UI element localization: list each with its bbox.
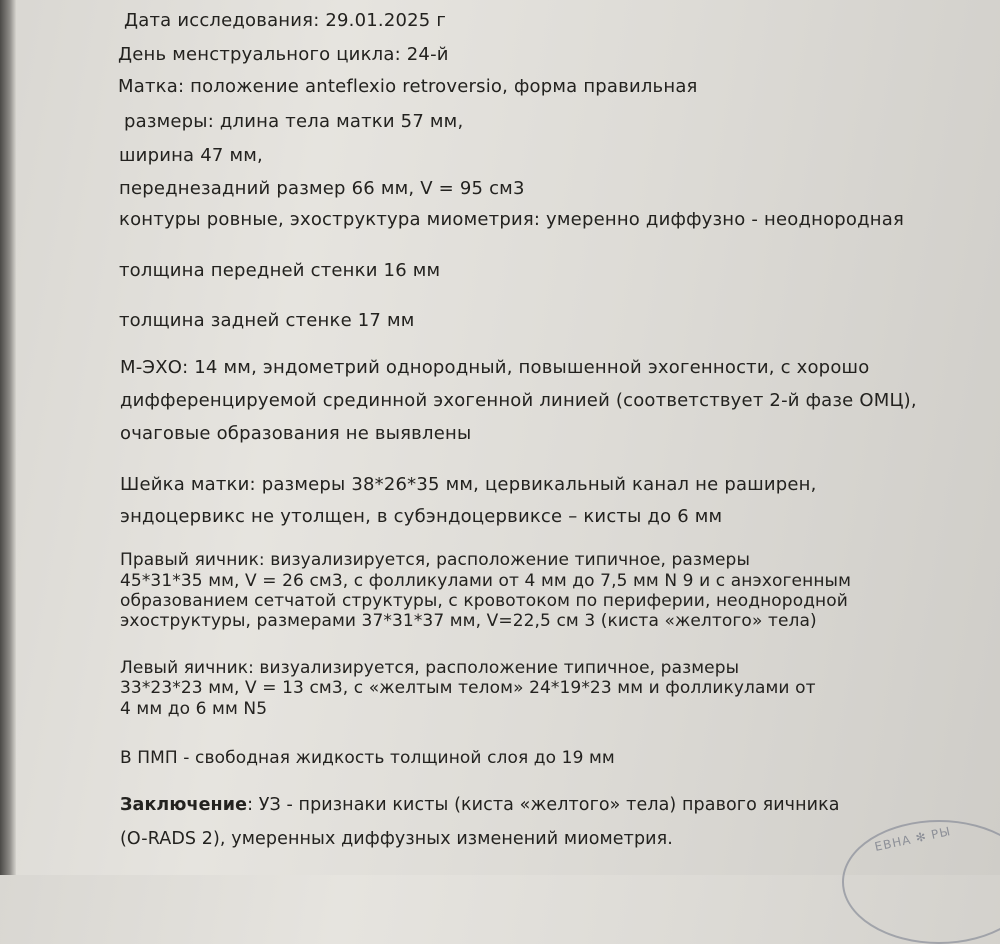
cervix-line-1: Шейка матки: размеры 38*26*35 мм, цервикальный канал не раширен, (120, 474, 817, 495)
left-ovary-line-2: 33*23*23 мм, V = 13 см3, с «желтым телом» 24*19*23 мм и фолликулами от (120, 678, 816, 698)
myometrium-structure: контуры ровные, эхоструктура миометрия: умеренно диффузно - неоднородная (119, 209, 904, 230)
cervix-line-2: эндоцервикс не утолщен, в субэндоцервиксе – кисты до 6 мм (120, 506, 723, 527)
m-echo-line-2: дифференцируемой срединной эхогенной линией (соответствует 2-й фазе ОМЦ), (120, 390, 917, 411)
right-ovary-line-2: 45*31*35 мм, V = 26 см3, с фолликулами от 4 мм до 7,5 мм N 9 и с анэхогенным (120, 571, 851, 591)
stamp-text: ЕВНА ✻ РЫ (873, 824, 953, 854)
posterior-wall-thickness: толщина задней стенке 17 мм (119, 310, 415, 331)
conclusion-text-1: : УЗ - признаки кисты (киста «желтого» тела) правого яичника (247, 795, 840, 815)
left-ovary-line-3: 4 мм до 6 мм N5 (120, 699, 268, 719)
conclusion-line-2: (O-RADS 2), умеренных диффузных изменений миометрия. (120, 829, 673, 849)
anterior-wall-thickness: толщина передней стенки 16 мм (119, 260, 441, 281)
uterus-position: Матка: положение anteflexio retroversio, форма правильная (118, 76, 698, 97)
m-echo-line-3: очаговые образования не выявлены (120, 423, 472, 444)
left-ovary-line-1: Левый яичник: визуализируется, расположение типичное, размеры (120, 658, 740, 678)
conclusion-line-1 (120, 795, 840, 815)
uterus-ap-size: переднезадний размер 66 мм, V = 95 см3 (119, 178, 525, 199)
right-ovary-line-1: Правый яичник: визуализируется, расположение типичное, размеры (120, 550, 750, 570)
conclusion-label: Заключение (120, 795, 248, 815)
right-ovary-line-4: эхоструктуры, размерами 37*31*37 мм, V=22,5 см 3 (киста «желтого» тела) (120, 611, 817, 631)
right-ovary-line-3: образованием сетчатой структуры, с кровотоком по периферии, неоднородной (120, 591, 848, 611)
uterus-width: ширина 47 мм, (119, 145, 263, 166)
uterus-length: размеры: длина тела матки 57 мм, (124, 111, 464, 132)
pelvis-fluid: В ПМП - свободная жидкость толщиной слоя до 19 мм (120, 748, 615, 768)
cycle-day: День менструального цикла: 24-й (118, 44, 449, 65)
study-date: Дата исследования: 29.01.2025 г (124, 10, 447, 31)
m-echo-line-1: М-ЭХО: 14 мм, эндометрий однородный, повышенной эхогенности, с хорошо (120, 357, 870, 378)
